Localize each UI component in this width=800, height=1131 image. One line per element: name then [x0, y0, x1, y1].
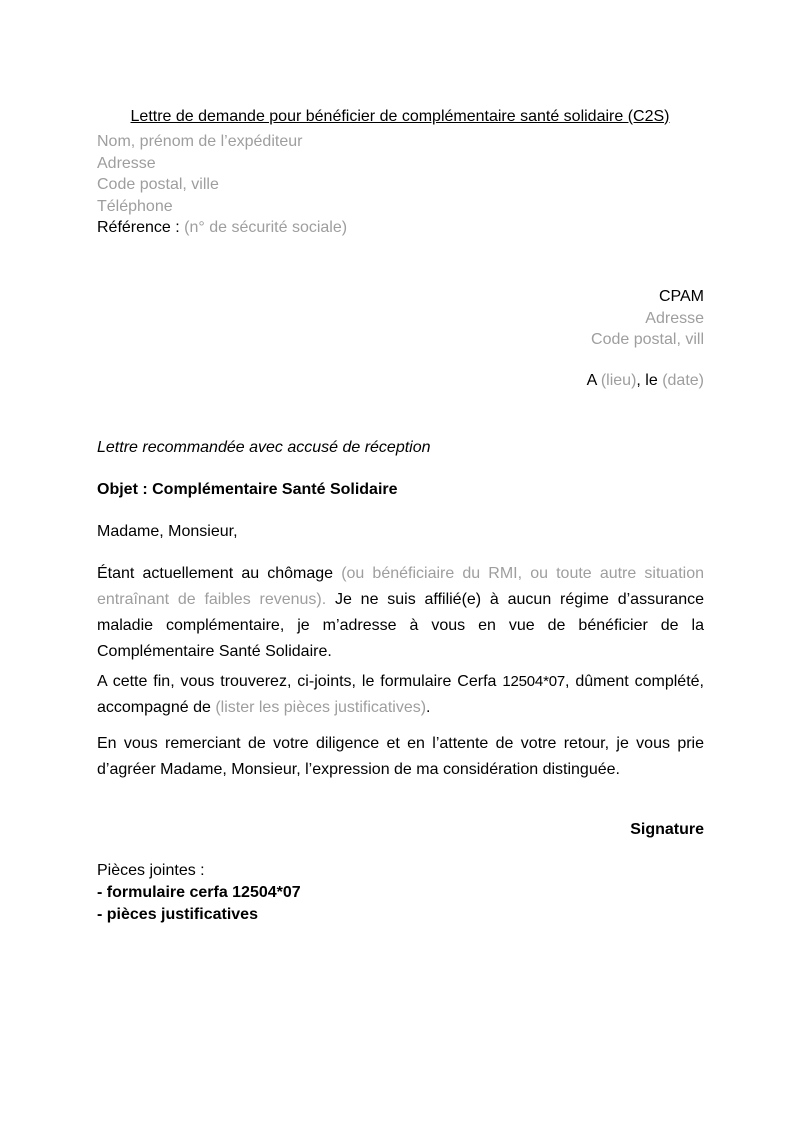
letter-title: Lettre de demande pour bénéficier de complémentaire santé solidaire (C2S): [130, 107, 670, 125]
place-date-line: [97, 370, 704, 392]
recipient-name: CPAM: [658, 288, 704, 305]
registered-mail-notice: Lettre recommandée avec accusé de réception: [97, 439, 431, 456]
body-paragraph-2: [97, 669, 704, 721]
p1-text-1: Étant actuellement au chômage: [97, 565, 334, 582]
date-placeholder: (date): [662, 372, 704, 389]
dateline-le: , le: [636, 372, 658, 389]
dateline-a: A: [586, 372, 597, 389]
p2-period: .: [426, 699, 431, 716]
attachment-item-2: - pièces justificatives: [97, 906, 258, 923]
recipient-address-placeholder: Adresse: [645, 309, 704, 327]
cerfa-number: 12504*07: [502, 673, 565, 690]
attachments-block: [97, 860, 704, 926]
body-paragraph-3: En vous remerciant de votre diligence et en l’attente de votre retour, je vous prie d’agréer Madame, Monsieur, l’expression de ma considération distinguée.: [97, 735, 704, 778]
p1-placeholder: (ou bénéficiaire du RMI, ou toute autre situation entraînant de faibles revenus).: [97, 565, 704, 608]
reference-label: Référence :: [97, 219, 180, 236]
signature-label: Signature: [630, 821, 704, 838]
sender-name-placeholder: Nom, prénom de l’expéditeur: [97, 133, 303, 150]
p2-text-1: A cette fin, vous trouverez, ci-joints, le formulaire Cerfa: [97, 673, 497, 690]
body-paragraph-1: [97, 561, 704, 665]
place-placeholder: (lieu): [600, 372, 637, 389]
subject-line: Objet : Complémentaire Santé Solidaire: [97, 481, 398, 498]
p2-text-2: , dûment complété, accompagné de: [97, 673, 704, 716]
recipient-block: [97, 286, 704, 351]
p1-text-2: Je ne suis affilié(e) à aucun régime d’assurance maladie complémentaire, je m’adresse à vous en vue de bénéficier de la Complémentaire Santé Solidaire.: [97, 591, 704, 660]
sender-city-placeholder: Code postal, ville: [97, 176, 219, 193]
sender-reference-line: [97, 217, 704, 239]
sender-block: [97, 131, 704, 239]
attachment-item-1: - formulaire cerfa 12504*07: [97, 884, 301, 901]
attachments-label: Pièces jointes :: [97, 862, 205, 879]
reference-placeholder: (n° de sécurité sociale): [184, 219, 348, 236]
salutation: Madame, Monsieur,: [97, 523, 238, 540]
sender-address-placeholder: Adresse: [97, 154, 156, 172]
recipient-city-placeholder: Code postal, vill: [591, 331, 704, 348]
p2-placeholder: (lister les pièces justificatives): [215, 699, 427, 716]
sender-phone-placeholder: Téléphone: [97, 197, 173, 215]
